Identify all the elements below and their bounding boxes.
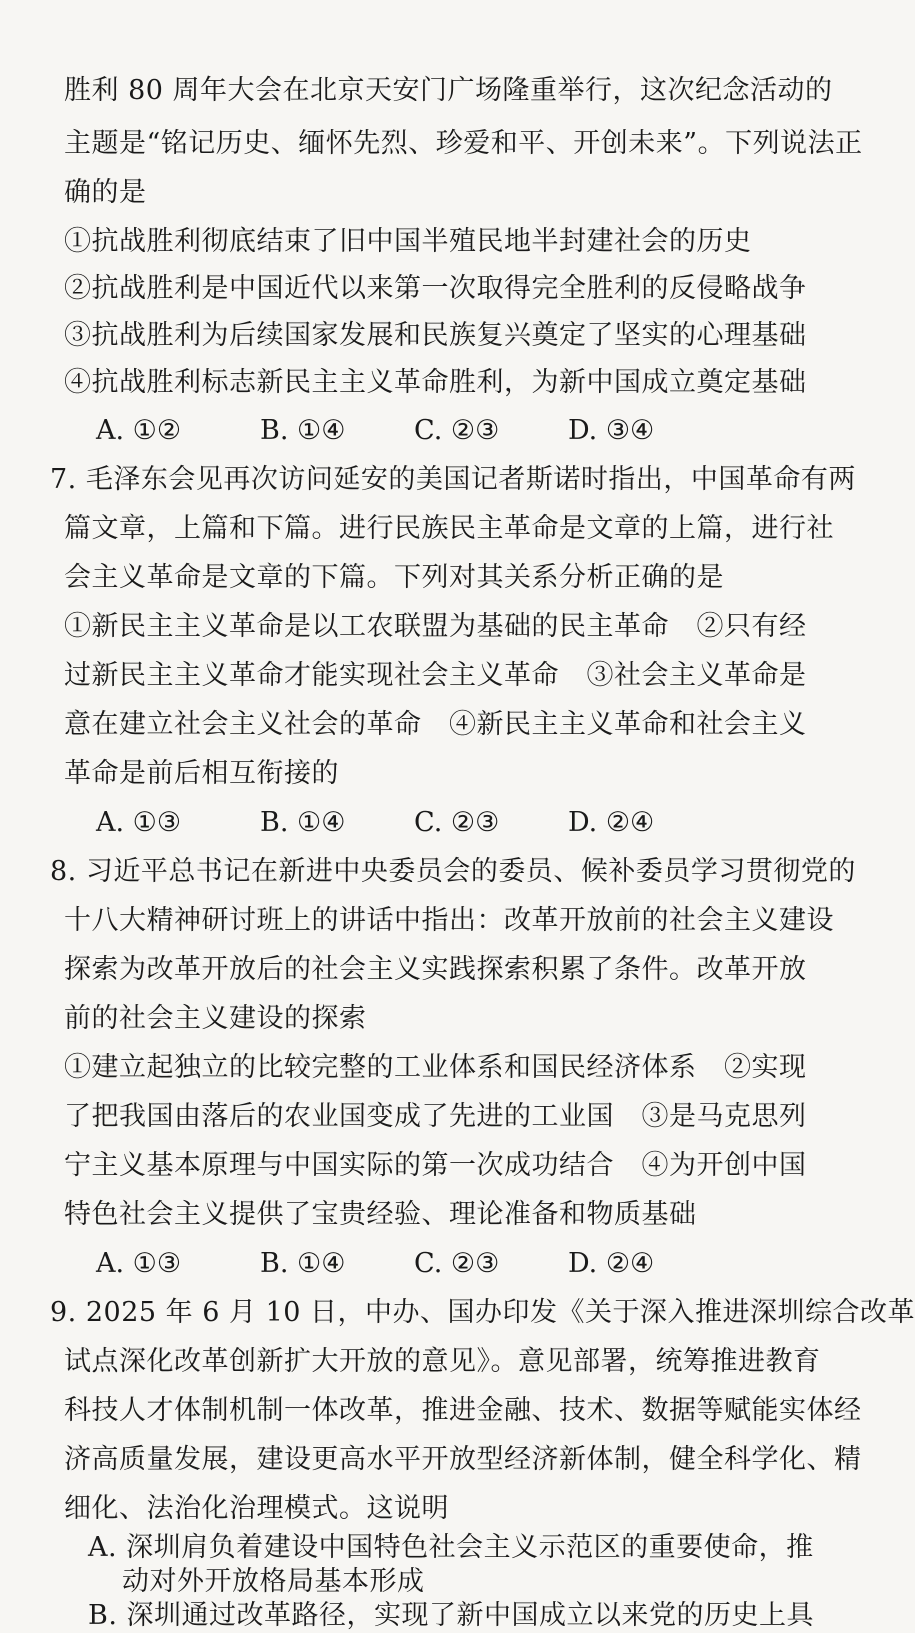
q8-line-8: 特色社会主义提供了宝贵经验、理论准备和物质基础 [64, 1199, 697, 1230]
q6-choice-b[interactable]: B. ①④ [260, 415, 346, 446]
q6-choice-c[interactable]: C. ②③ [414, 415, 500, 446]
q7-line-6: 意在建立社会主义社会的革命 ④新民主主义革命和社会主义 [64, 709, 807, 740]
q9-line-2: 试点深化改革创新扩大开放的意见》。意见部署，统筹推进教育 [64, 1346, 821, 1377]
q6-statement-3: ③抗战胜利为后续国家发展和民族复兴奠定了坚实的心理基础 [64, 320, 807, 351]
q7-choice-b[interactable]: B. ①④ [260, 807, 346, 838]
q8-line-7: 宁主义基本原理与中国实际的第一次成功结合 ④为开创中国 [64, 1150, 807, 1181]
q6-statement-1: ①抗战胜利彻底结束了旧中国半殖民地半封建社会的历史 [64, 226, 752, 257]
q6-statement-2: ②抗战胜利是中国近代以来第一次取得完全胜利的反侵略战争 [64, 273, 807, 304]
q7-choice-a[interactable]: A. ①③ [96, 807, 182, 838]
q8-choice-a[interactable]: A. ①③ [96, 1248, 182, 1279]
q9-option-a-line-1[interactable]: A. 深圳肩负着建设中国特色社会主义示范区的重要使命，推 [88, 1532, 814, 1563]
q8-line-1: 8. 习近平总书记在新进中央委员会的委员、候补委员学习贯彻党的 [50, 856, 856, 887]
q7-line-4: ①新民主主义革命是以工农联盟为基础的民主革命 ②只有经 [64, 611, 807, 642]
q7-choice-c[interactable]: C. ②③ [414, 807, 500, 838]
q6-stem-line-3: 确的是 [64, 177, 147, 208]
q7-line-3: 会主义革命是文章的下篇。下列对其关系分析正确的是 [64, 562, 724, 593]
q9-option-a-line-2[interactable]: 动对外开放格局基本形成 [122, 1566, 425, 1597]
q8-line-6: 了把我国由落后的农业国变成了先进的工业国 ③是马克思列 [64, 1101, 807, 1132]
q6-choice-a[interactable]: A. ①② [96, 415, 182, 446]
q7-line-1: 7. 毛泽东会见再次访问延安的美国记者斯诺时指出，中国革命有两 [50, 464, 856, 495]
q6-choices [96, 411, 716, 451]
q9-line-3: 科技人才体制机制一体改革，推进金融、技术、数据等赋能实体经 [64, 1395, 862, 1426]
q8-line-2: 十八大精神研讨班上的讲话中指出：改革开放前的社会主义建设 [64, 905, 834, 936]
q9-line-1: 9. 2025 年 6 月 10 日，中办、国办印发《关于深入推进深圳综合改革 [50, 1297, 915, 1328]
q8-choice-b[interactable]: B. ①④ [260, 1248, 346, 1279]
q7-choices [96, 803, 716, 843]
q9-line-5: 细化、法治化治理模式。这说明 [64, 1493, 449, 1524]
q6-stem-line-2: 主题是“铭记历史、缅怀先烈、珍爱和平、开创未来”。下列说法正 [64, 128, 863, 159]
q8-line-5: ①建立起独立的比较完整的工业体系和国民经济体系 ②实现 [64, 1052, 807, 1083]
q8-choice-d[interactable]: D. ②④ [568, 1248, 655, 1279]
q6-stem-line-1: 胜利 80 周年大会在北京天安门广场隆重举行，这次纪念活动的 [64, 75, 833, 106]
q9-option-b-line-1[interactable]: B. 深圳通过改革路径，实现了新中国成立以来党的历史上具 [88, 1600, 815, 1631]
q6-choice-d[interactable]: D. ③④ [568, 415, 655, 446]
q7-line-7: 革命是前后相互衔接的 [64, 758, 339, 789]
q8-choice-c[interactable]: C. ②③ [414, 1248, 500, 1279]
q7-choice-d[interactable]: D. ②④ [568, 807, 655, 838]
q6-statement-4: ④抗战胜利标志新民主主义革命胜利，为新中国成立奠定基础 [64, 367, 807, 398]
q8-choices [96, 1244, 716, 1284]
q7-line-5: 过新民主主义革命才能实现社会主义革命 ③社会主义革命是 [64, 660, 807, 691]
q7-line-2: 篇文章，上篇和下篇。进行民族民主革命是文章的上篇，进行社 [64, 513, 834, 544]
q8-line-4: 前的社会主义建设的探索 [64, 1003, 367, 1034]
q9-line-4: 济高质量发展，建设更高水平开放型经济新体制，健全科学化、精 [64, 1444, 862, 1475]
q8-line-3: 探索为改革开放后的社会主义实践探索积累了条件。改革开放 [64, 954, 807, 985]
